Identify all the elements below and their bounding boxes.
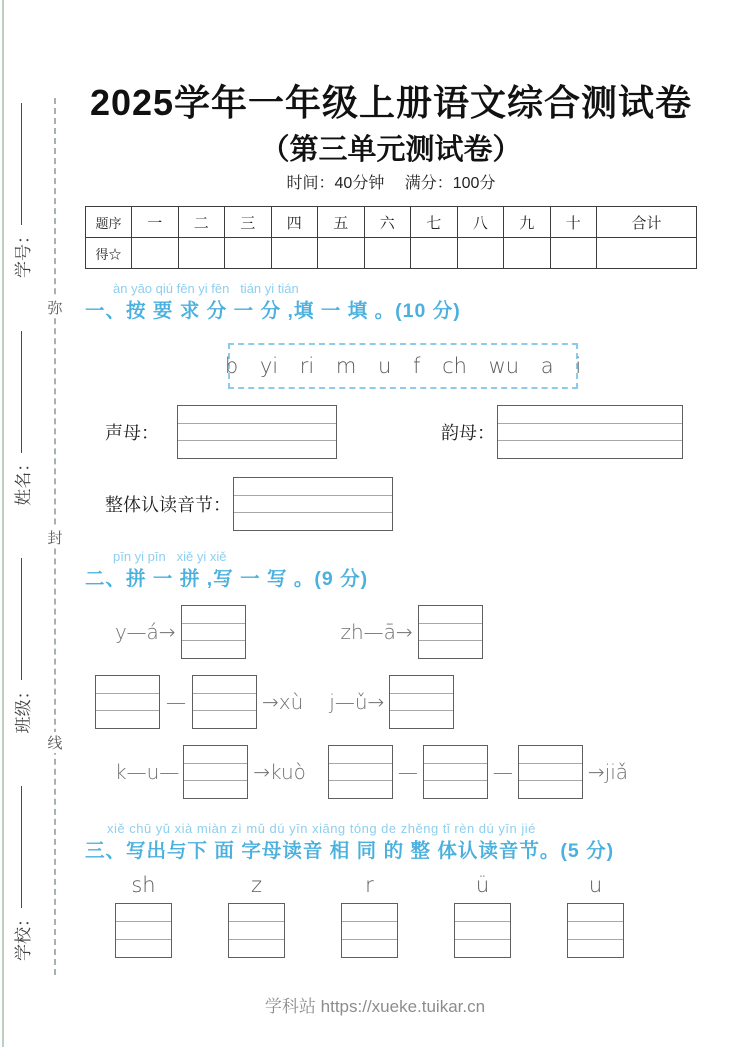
section1-row-shengmu-yunmu [85, 405, 697, 459]
answer-grid-u [567, 903, 624, 958]
score-header-1: 一 [132, 207, 179, 238]
site-footer-link[interactable]: 学科站 https://xueke.tuikar.cn [264, 997, 486, 1016]
score-header-7: 七 [411, 207, 458, 238]
section2-row3 [85, 745, 697, 799]
score-header-3: 三 [225, 207, 272, 238]
section3-heading: 三、写出与下 面 字母读音 相 同 的 整 体认读音节。(5 分) [85, 840, 615, 862]
name-label: 姓名： [13, 454, 33, 506]
section2-row2 [85, 675, 697, 729]
score-cell [318, 238, 365, 269]
section2-heading: 二、拼 一 拼 ,写 一 写 。(9 分) [85, 568, 369, 590]
student-number-field [9, 103, 34, 278]
answer-grid-xu-part1 [95, 675, 160, 729]
shengmu-label: 声母： [105, 423, 159, 443]
letter-bank-letters: b yi ri m u f ch wu a i [224, 354, 582, 378]
letter-bank-box [224, 343, 582, 389]
spell-prefix-zha: zh—ā→ [340, 620, 413, 644]
score-table-header-row [86, 207, 697, 238]
score-header-6: 六 [364, 207, 411, 238]
score-row-label: 得☆ [86, 238, 132, 269]
yunmu-label: 韵母： [441, 423, 495, 443]
answer-grid-jia-part1 [328, 745, 393, 799]
letter-r: r [365, 873, 374, 897]
answer-grid-sh [115, 903, 172, 958]
school-label: 学校： [13, 910, 33, 961]
spell-prefix-kuo: k—u— [115, 760, 180, 784]
school-field [9, 786, 34, 961]
answer-grid-jia-part2 [423, 745, 488, 799]
letter-u: u [588, 873, 603, 897]
dash-jia-1: — [397, 760, 418, 784]
answer-grid-r [341, 903, 398, 958]
score-header-4: 四 [271, 207, 318, 238]
letter-sh: sh [131, 873, 156, 897]
class-label: 班级： [13, 682, 33, 734]
score-cell [364, 238, 411, 269]
section3-pinyin: xiě chū yǔ xià miàn zì mǔ dú yīn xiāng tóng de zhěng tǐ rèn dú yīn jié [107, 821, 536, 836]
score-header-2: 二 [178, 207, 225, 238]
score-header-9: 九 [504, 207, 551, 238]
score-cell [132, 238, 179, 269]
shengmu-answer-grid [177, 405, 337, 459]
spell-result-kuo: →kuò [253, 760, 306, 784]
score-header-8: 八 [457, 207, 504, 238]
answer-grid-ya [181, 605, 246, 659]
student-info-sidebar [1, 103, 41, 961]
seal-char-mi: 弥 [43, 297, 67, 318]
class-field [9, 558, 34, 733]
letter-u-umlaut: ü [475, 873, 490, 897]
school-blank-line [21, 786, 22, 908]
score-cell [457, 238, 504, 269]
score-cell [271, 238, 318, 269]
score-header-5: 五 [318, 207, 365, 238]
answer-grid-zha [418, 605, 483, 659]
dash-xu: — [166, 690, 186, 714]
score-cell [504, 238, 551, 269]
section1-pinyin: àn yāo qiú fēn yi fēn tián yi tián [113, 281, 299, 296]
page-subtitle: （第三单元测试卷） [260, 134, 522, 166]
spell-prefix-ju: j—ǔ→ [329, 690, 385, 714]
answer-grid-kuo [183, 745, 248, 799]
answer-grid-ju [389, 675, 454, 729]
main-content [85, 0, 697, 958]
student-number-blank-line [21, 103, 22, 225]
zhengti-label: 整体认读音节： [105, 495, 231, 515]
page-title: 2025学年一年级上册语文综合测试卷 [89, 82, 693, 123]
seal-char-feng: 封 [43, 527, 67, 548]
class-blank-line [21, 558, 22, 680]
score-table [85, 206, 697, 269]
answer-grid-jia-part3 [518, 745, 583, 799]
score-cell [178, 238, 225, 269]
section3-answer-grids [115, 903, 697, 958]
section1-row-zhengti [85, 477, 697, 531]
score-header-tixu: 题序 [86, 207, 132, 238]
section2-pinyin: pīn yi pīn xiě yi xiě [113, 549, 227, 564]
name-field [9, 331, 34, 506]
score-header-10: 十 [550, 207, 597, 238]
score-cell [225, 238, 272, 269]
answer-grid-u-umlaut [454, 903, 511, 958]
spell-result-xu: →xù [262, 690, 304, 714]
answer-grid-z [228, 903, 285, 958]
score-cell [411, 238, 458, 269]
spell-result-jia: →jiǎ [587, 760, 629, 784]
spell-prefix-ya: y—á→ [115, 620, 176, 644]
yunmu-answer-grid [497, 405, 683, 459]
score-header-total: 合计 [597, 207, 697, 238]
score-cell-total [597, 238, 697, 269]
student-number-label: 学号： [13, 227, 33, 279]
seal-char-xian: 线 [43, 732, 67, 753]
zhengti-answer-grid [233, 477, 393, 531]
answer-grid-xu-part2 [192, 675, 257, 729]
score-cell [550, 238, 597, 269]
score-table-score-row [86, 238, 697, 269]
section2-row1 [85, 605, 697, 659]
time-score-info: 时间：40分钟 满分：100分 [286, 175, 496, 192]
letter-z: z [250, 873, 263, 897]
section3-letter-row [115, 873, 697, 897]
dash-jia-2: — [492, 760, 513, 784]
name-blank-line [21, 331, 22, 453]
section1-heading: 一、按 要 求 分 一 分 ,填 一 填 。(10 分) [85, 300, 461, 322]
